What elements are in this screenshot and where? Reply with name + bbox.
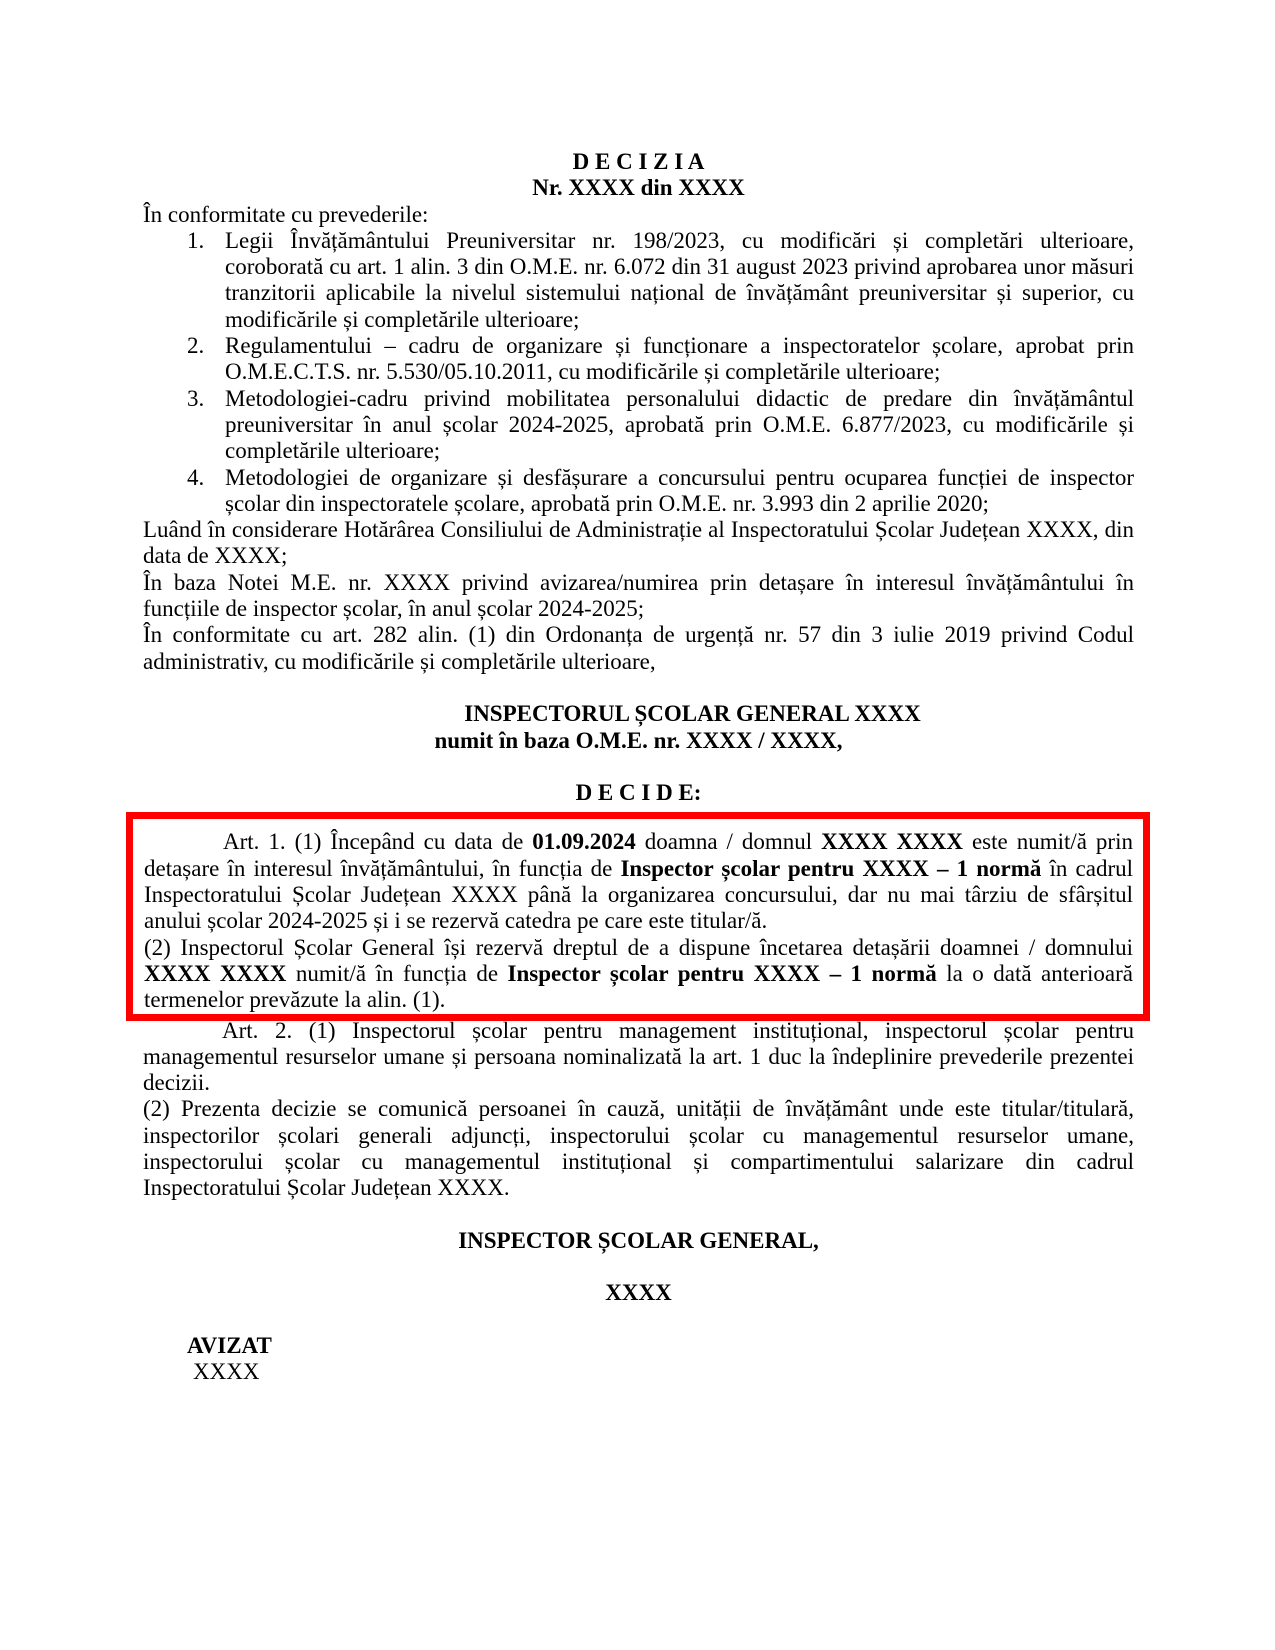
position-title: Inspector școlar pentru XXXX – 1 normă bbox=[620, 855, 1042, 881]
list-item-number: 1. bbox=[187, 227, 205, 253]
list-item-number: 2. bbox=[187, 333, 205, 359]
article-1-text: la o dată anterioară termenelor prevăzute la alin. (1). bbox=[144, 960, 1133, 1013]
list-item bbox=[143, 333, 1134, 386]
list-item-number: 3. bbox=[187, 385, 205, 411]
article-1-text: Art. 1. (1) Începând cu data de bbox=[223, 829, 533, 855]
article-1-text: (2) Inspectorul Școlar General își rezervă dreptul de a dispune încetarea detașării doamnei / domnului bbox=[144, 934, 1133, 960]
article-1-text: numit/ă în funcția de bbox=[286, 960, 508, 986]
avizat-name: XXXX bbox=[193, 1359, 260, 1385]
document-title: D E C I Z I A bbox=[572, 149, 705, 174]
paragraph-ordonanta: În conformitate cu art. 282 alin. (1) din Ordonanța de urgență nr. 57 din 3 iulie 2019 privind Codul administrativ, cu modificările și completările ulterioare, bbox=[143, 622, 1134, 674]
position-title: Inspector școlar pentru XXXX – 1 normă bbox=[507, 960, 937, 986]
spacer bbox=[143, 1254, 1134, 1280]
person-name-placeholder: XXXX XXXX bbox=[821, 829, 963, 855]
list-item-text: Metodologiei-cadru privind mobilitatea personalului didactic de predare din învățământul preuniversitar în anul școlar 2024-2025, aprobată prin O.M.E. 6.877/2023, cu modificările și completările ulterioare; bbox=[225, 385, 1134, 464]
list-item bbox=[143, 386, 1134, 465]
start-date-value: 01.09.2024 bbox=[532, 829, 636, 855]
article-2-para-1: Art. 2. (1) Inspectorul școlar pentru management instituțional, inspectorul școlar pentru managementul resurselor umane și persoana nominalizată la art. 1 duc la îndeplinire prevederile prezentei decizii. bbox=[143, 1017, 1134, 1096]
article-2-para-2: (2) Prezenta decizie se comunică persoanei în cauză, unității de învățământ unde este titular/titulară, inspectorilor școlari generali adjuncți, inspectorului școlar cu managementul resurselor umane, inspectorului școlar cu managementul instituțional și compartimentului salarizare din cadrul Inspectoratului Școlar Județean XXXX. bbox=[143, 1096, 1134, 1201]
highlight-box bbox=[126, 812, 1150, 1020]
signature-role: INSPECTOR ȘCOLAR GENERAL, bbox=[458, 1227, 819, 1253]
spacer bbox=[143, 1307, 1134, 1333]
list-item-text: Legii Învățământului Preuniversitar nr. 198/2023, cu modificări și completări ulterioare, coroborată cu art. 1 alin. 3 din O.M.E. nr. 6.072 din 31 august 2023 privind aprobarea unor măsuri tranzitorii aplicabile la nivelul sistemului național de învățământ preuniversitar și superior, cu modificările și completările ulterioare; bbox=[225, 227, 1134, 332]
spacer bbox=[143, 675, 1134, 701]
paragraph-nota: În baza Notei M.E. nr. XXXX privind avizarea/numirea prin detașare în interesul învățământului în funcțiile de inspector școlar, în anul școlar 2024-2025; bbox=[143, 569, 1134, 622]
legal-basis-list bbox=[143, 228, 1134, 517]
decide-heading: D E C I D E: bbox=[575, 780, 702, 806]
article-1-text: este numit/ă prin detașare în interesul învățământului, în funcția de bbox=[144, 829, 1133, 881]
issuer-subheading: numit în baza O.M.E. nr. XXXX / XXXX, bbox=[434, 727, 843, 753]
article-1-text: doamna / domnul bbox=[635, 829, 822, 855]
signature-name: XXXX bbox=[605, 1280, 672, 1306]
issuer-heading: INSPECTORUL ȘCOLAR GENERAL XXXX bbox=[464, 701, 921, 727]
list-item-text: Metodologiei de organizare și desfășurare a concursului pentru ocuparea funcției de inspector școlar din inspectoratele școlare, aprobată prin O.M.E. nr. 3.993 din 2 aprilie 2020; bbox=[225, 464, 1134, 516]
list-item bbox=[143, 465, 1134, 518]
spacer bbox=[143, 1202, 1134, 1228]
paragraph-hotarare: Luând în considerare Hotărârea Consiliului de Administrație al Inspectoratului Școlar Județean XXXX, din data de XXXX; bbox=[143, 517, 1134, 569]
list-item bbox=[143, 228, 1134, 333]
article-1-para-2 bbox=[144, 935, 1133, 1014]
avizat-label: AVIZAT bbox=[187, 1333, 272, 1359]
decision-number: Nr. XXXX din XXXX bbox=[532, 175, 745, 201]
article-1-para-1 bbox=[144, 829, 1133, 934]
person-name-placeholder: XXXX XXXX bbox=[144, 960, 287, 986]
list-item-number: 4. bbox=[187, 464, 205, 490]
list-item-text: Regulamentului – cadru de organizare și funcționare a inspectoratelor școlare, aprobat prin O.M.E.C.T.S. nr. 5.530/05.10.2011, cu modificările și completările ulterioare; bbox=[225, 333, 1134, 385]
intro-line: În conformitate cu prevederile: bbox=[143, 201, 429, 227]
spacer bbox=[143, 754, 1134, 780]
article-1-text: în cadrul Inspectoratului Școlar Județean XXXX până la organizarea concursului, dar nu mai târziu de sfârșitul anului școlar 2024-2025 și i se rezervă catedra pe care este titular/ă. bbox=[144, 855, 1134, 934]
